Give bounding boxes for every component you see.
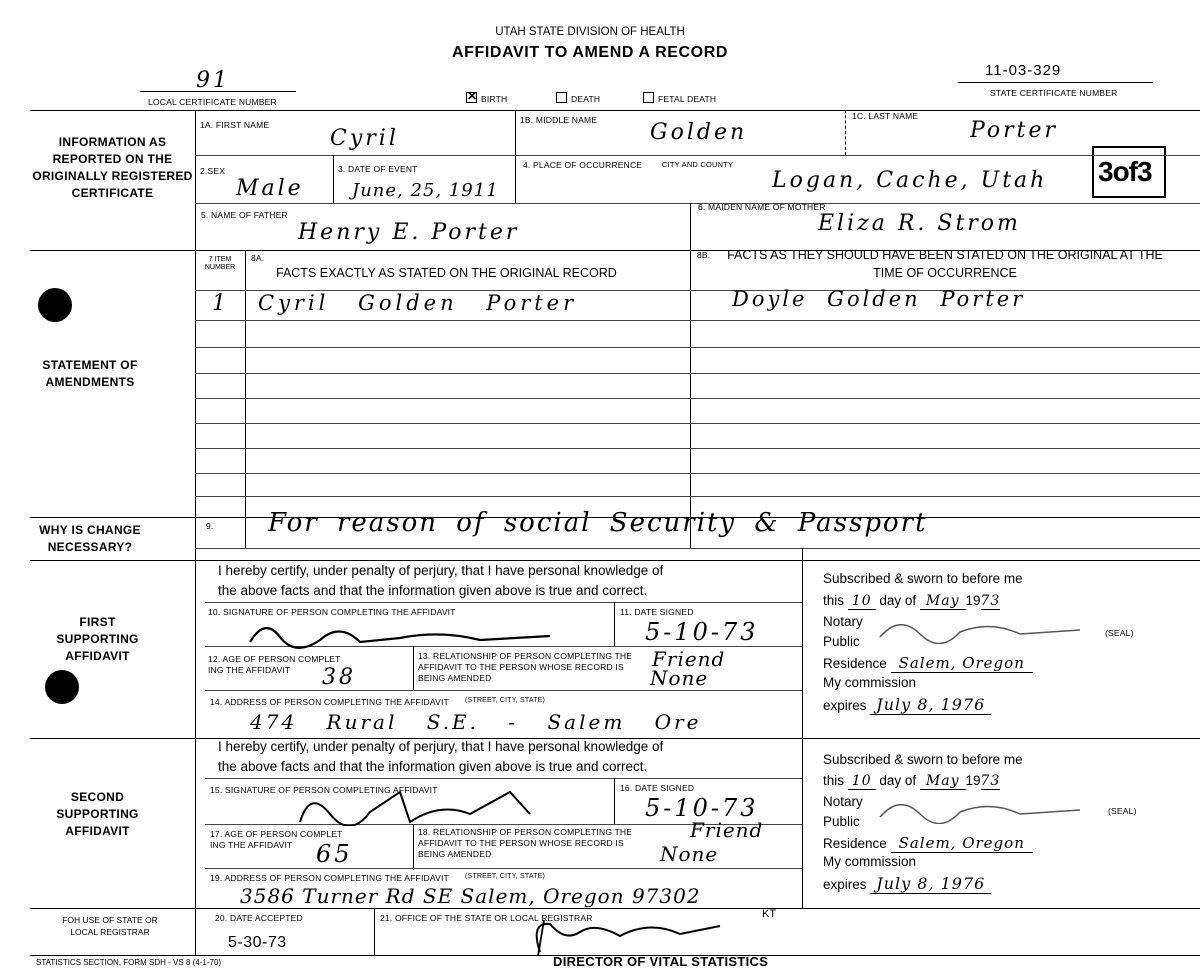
aff1-date-label: 11. DATE SIGNED <box>620 607 694 617</box>
aff2-day: 10 <box>848 773 876 790</box>
aff2-residence-value: Salem, Oregon <box>891 834 1033 853</box>
aff2-cert-line2: the above facts and that the information given above is true and correct. <box>218 759 648 774</box>
place-sub-label: CITY AND COUNTY <box>662 160 734 169</box>
aff1-age-label-2: ING THE AFFIDAVIT <box>208 665 291 675</box>
aff1-seal: (SEAL) <box>1105 628 1134 638</box>
section-divider <box>195 110 196 955</box>
aff1-expires-line <box>823 695 991 714</box>
checkbox-fetal-death-label: FETAL DEATH <box>658 94 717 104</box>
date-of-event-value: June, 25, 1911 <box>352 180 499 201</box>
checkbox-death-label: DEATH <box>571 94 601 104</box>
first-name-label: 1A. FIRST NAME <box>200 120 270 130</box>
aff1-notary-date <box>823 593 1000 609</box>
mother-value: Eliza R. Strom <box>818 211 1021 236</box>
aff2-commission: My commission <box>823 854 917 869</box>
aff1-notary-word: Notary <box>823 614 863 629</box>
section-info-label: INFORMATION AS REPORTED ON THE ORIGINALLY REGISTERED CERTIFICATE <box>32 135 193 200</box>
aff1-residence-line <box>823 654 1033 672</box>
aff1-day: 10 <box>848 593 876 610</box>
top-rule <box>30 110 1200 111</box>
aff2-date-value: 5-10-73 <box>645 794 759 822</box>
aff1-address-value: 474 Rural S.E. - Salem Ore <box>250 710 702 734</box>
aff1-expires-value: July 8, 1976 <box>870 695 991 715</box>
aff2-rel-label-2: AFFIDAVIT TO THE PERSON WHOSE RECORD IS <box>418 838 624 848</box>
aff1-rel-label-3: BEING AMENDED <box>418 673 492 683</box>
amend-row-original: Cyril Golden Porter <box>258 291 578 315</box>
aff1-date-value: 5-10-73 <box>645 618 759 646</box>
aff1-rel-label-2: AFFIDAVIT TO THE PERSON WHOSE RECORD IS <box>418 662 624 672</box>
first-name-value: Cyril <box>330 126 399 151</box>
aff1-residence-word: Residence <box>823 656 887 671</box>
aff1-year-prefix: 19 <box>965 593 981 608</box>
check-mark-icon: ✕ <box>467 89 478 103</box>
page-count-stamp <box>1092 146 1166 198</box>
aff1-residence-value: Salem, Oregon <box>891 654 1033 673</box>
local-cert-label: LOCAL CERTIFICATE NUMBER <box>148 97 277 107</box>
registrar-mark: KT <box>762 908 777 920</box>
aff2-cert-line1: I hereby certify, under penalty of perjury, that I have personal knowledge of <box>218 739 664 754</box>
aff1-expires-word: expires <box>823 698 867 713</box>
sex-value: Male <box>236 176 304 201</box>
checkbox-birth-label: BIRTH <box>481 94 508 104</box>
aff2-year-prefix: 19 <box>965 773 981 788</box>
aff2-date-label: 16. DATE SIGNED <box>620 783 695 793</box>
why-number: 9. <box>206 521 214 531</box>
aff2-notary-word: Notary <box>823 794 863 809</box>
aff2-seal: (SEAL) <box>1108 806 1137 816</box>
director-title: DIRECTOR OF VITAL STATISTICS <box>553 954 769 969</box>
aff2-year: 73 <box>980 773 1001 789</box>
aff1-month: May <box>920 593 966 610</box>
amend-row-item: 1 <box>212 291 229 316</box>
aff1-signature-label: 10. SIGNATURE OF PERSON COMPLETING THE AFFIDAVIT <box>208 607 456 617</box>
aff2-address-label: 19. ADDRESS OF PERSON COMPLETING THE AFFIDAVIT <box>210 873 449 883</box>
col-b-number: 8B. <box>697 250 711 260</box>
aff2-notary-signature <box>870 792 1090 824</box>
form-title: AFFIDAVIT TO AMEND A RECORD <box>451 44 729 61</box>
stamp-text: 3of3 <box>1098 156 1152 187</box>
aff1-rel-value-1: Friend <box>652 647 726 671</box>
middle-name-value: Golden <box>650 120 748 145</box>
checkbox-birth-box[interactable] <box>466 89 478 103</box>
date-of-event-label: 3. DATE OF EVENT <box>338 164 418 174</box>
aff1-cert-line2: the above facts and that the information given above is true and correct. <box>218 583 648 598</box>
aff1-year: 73 <box>980 593 1001 609</box>
section-first-affidavit-label: FIRST SUPPORTING AFFIDAVIT <box>56 615 139 663</box>
aff1-address-label: 14. ADDRESS OF PERSON COMPLETING THE AFFIDAVIT <box>210 697 449 707</box>
aff2-age-label-2: ING THE AFFIDAVIT <box>210 840 293 850</box>
aff2-rel-value-2: None <box>660 842 719 866</box>
aff2-rel-label-3: BEING AMENDED <box>418 849 492 859</box>
aff1-this-word: this <box>823 593 845 608</box>
middle-name-label: 1B. MIDDLE NAME <box>520 115 598 125</box>
registrar-office-label: 21. OFFICE OF THE STATE OR LOCAL REGISTRAR <box>380 913 593 923</box>
aff2-signature-scribble <box>270 784 570 826</box>
last-name-label: 1C. LAST NAME <box>852 111 919 121</box>
amend-row-corrected: Doyle Golden Porter <box>732 287 1026 311</box>
aff1-notary-line1: Subscribed & sworn to before me <box>823 571 1023 586</box>
aff2-address-value: 3586 Turner Rd SE Salem, Oregon 97302 <box>240 884 701 908</box>
registrar-signature <box>520 912 760 958</box>
col-a-header: FACTS EXACTLY AS STATED ON THE ORIGINAL RECORD <box>276 266 617 280</box>
aff2-rel-label-1: 18. RELATIONSHIP OF PERSON COMPLETING THE <box>418 827 633 837</box>
aff2-expires-word: expires <box>823 877 867 892</box>
aff2-day-of-word: day of <box>879 773 917 788</box>
mother-label: 6. MAIDEN NAME OF MOTHER <box>698 202 826 212</box>
local-cert-number: 91 <box>196 68 230 93</box>
section-second-affidavit-label: SECOND SUPPORTING AFFIDAVIT <box>56 790 139 838</box>
punch-hole-icon <box>38 288 72 322</box>
checkbox-death-box[interactable] <box>556 92 567 103</box>
aff2-rel-value-1: Friend <box>690 818 764 842</box>
aff2-age-label-1: 17. AGE OF PERSON COMPLET <box>210 829 343 839</box>
father-value: Henry E. Porter <box>298 220 520 245</box>
aff2-notary-date <box>823 773 1000 789</box>
punch-hole-icon <box>45 670 79 704</box>
aff1-public-word: Public <box>823 634 860 649</box>
col-b-header: FACTS AS THEY SHOULD HAVE BEEN STATED ON THE ORIGINAL AT THE TIME OF OCCURRENCE <box>727 248 1163 280</box>
last-name-value: Porter <box>970 118 1059 143</box>
aff1-cert-line1: I hereby certify, under penalty of perjury, that I have personal knowledge of <box>218 563 664 578</box>
sex-label: 2.SEX <box>200 166 226 176</box>
state-cert-label: STATE CERTIFICATE NUMBER <box>990 88 1118 98</box>
aff1-rel-label-1: 13. RELATIONSHIP OF PERSON COMPLETING THE <box>418 651 633 661</box>
aff2-month: May <box>920 773 966 790</box>
why-text: For reason of social Security & Passport <box>268 508 928 538</box>
aff1-address-sub: (STREET, CITY, STATE) <box>465 697 546 704</box>
aff2-address-sub: (STREET, CITY, STATE) <box>465 873 546 880</box>
aff2-residence-word: Residence <box>823 836 887 851</box>
aff2-public-word: Public <box>823 814 860 829</box>
aff2-expires-line <box>823 874 991 893</box>
aff2-expires-value: July 8, 1976 <box>870 874 991 894</box>
checkbox-fetal-death-box[interactable] <box>643 92 654 103</box>
state-cert-number: 11-03-329 <box>985 62 1062 79</box>
checkbox-birth[interactable] <box>466 89 508 104</box>
item-number-label: 7 ITEM NUMBER <box>204 256 236 271</box>
section-why-label: WHY IS CHANGE NECESSARY? <box>39 523 141 554</box>
place-label: 4. PLACE OF OCCURRENCE <box>523 160 643 170</box>
checkbox-death[interactable] <box>556 92 600 104</box>
aff2-signature-label: 15. SIGNATURE OF PERSON COMPLETING AFFIDAVIT <box>210 785 438 795</box>
date-accepted-label: 20. DATE ACCEPTED <box>215 913 303 923</box>
section-amendments-label: STATEMENT OF AMENDMENTS <box>42 358 138 389</box>
aff2-notary-line1: Subscribed & sworn to before me <box>823 752 1023 767</box>
aff1-age-value: 38 <box>322 665 356 690</box>
aff1-notary-signature <box>870 612 1090 644</box>
agency-name: UTAH STATE DIVISION OF HEALTH <box>495 26 685 38</box>
aff1-commission: My commission <box>823 675 917 690</box>
aff2-residence-line <box>823 834 1033 852</box>
aff1-signature-scribble <box>210 612 570 652</box>
aff1-age-label-1: 12. AGE OF PERSON COMPLET <box>208 654 341 664</box>
date-accepted-value: 5-30-73 <box>228 934 287 951</box>
form-footer: STATISTICS SECTION, FORM SDH - VS 8 (4-1-70) <box>36 958 222 967</box>
aff2-this-word: this <box>823 773 845 788</box>
aff1-rel-value-2: None <box>650 666 709 690</box>
aff1-day-of-word: day of <box>879 593 917 608</box>
aff2-age-value: 65 <box>316 840 353 868</box>
checkbox-fetal-death[interactable] <box>643 92 716 104</box>
place-value: Logan, Cache, Utah <box>772 168 1048 193</box>
col-a-number: 8A. <box>251 253 265 263</box>
father-label: 5. NAME OF FATHER <box>201 210 288 220</box>
section-registrar-label: FOH USE OF STATE OR LOCAL REGISTRAR <box>62 915 158 937</box>
